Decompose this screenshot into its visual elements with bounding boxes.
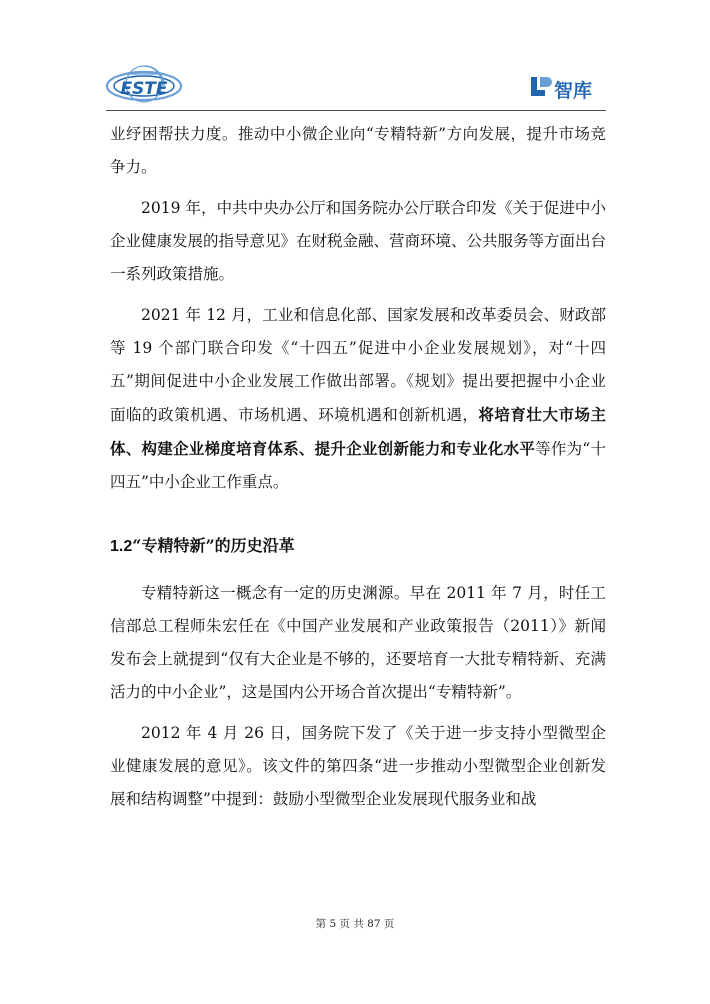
page-footer: 第 5 页 共 87 页: [315, 918, 395, 930]
section-number: 1.2: [110, 538, 133, 555]
paragraph-4: 专精特新这一概念有一定的历史渊源。早在 2011 年 7 月，时任工信部总工程师朱宏任在《中国产业发展和产业政策报告（2011）》新闻发布会上就提到“仅有大企业是不够的，还要培育一大批专精特新、充满活力的中小企业”，这是国内公开场合首次提出“专精特新”。: [110, 584, 606, 701]
paragraph-3: [110, 299, 606, 499]
paragraph-3-bold: 将培育壮大市场主体、构建企业梯度培育体系、提升企业创新能力和专业化水平: [110, 405, 606, 458]
este-logo-icon: [104, 62, 184, 106]
este-logo: [104, 62, 184, 106]
paragraph-5: 2012 年 4 月 26 日，国务院下发了《关于进一步支持小型微型企业健康发展的意见》。该文件的第四条“进一步推动小型微型企业创新发展和结构调整”中提到：鼓励小型微型企业发展现代服务业和战: [110, 724, 606, 808]
zhiku-logo-icon: [530, 74, 552, 98]
section-title: “专精特新”的历史沿革: [132, 536, 295, 555]
zhiku-logo-text: 智库: [554, 80, 593, 102]
document-body: [110, 118, 606, 816]
section-heading: [110, 532, 606, 561]
page-header: [0, 0, 710, 112]
paragraph-3-text: 2021 年 12 月，工业和信息化部、国家发展和改革委员会、财政部等 19 个部门联合印发《“十四五”促进中小企业发展规划》，对“十四五”期间促进中小企业发展工作做出部署。《规划》提出要把握中小企业面临的政策机遇、市场机遇、环境机遇和创新机遇，: [110, 306, 606, 424]
zhiku-logo: [530, 74, 610, 102]
paragraph-3-tail: 等作为“十四五”中小企业工作重点。: [110, 440, 606, 491]
paragraph-1: 业纾困帮扶力度。推动中小微企业向“专精特新”方向发展，提升市场竞争力。: [110, 125, 606, 176]
svg-text:ESTE: ESTE: [120, 79, 168, 99]
header-divider: [106, 110, 606, 111]
paragraph-2: 2019 年，中共中央办公厅和国务院办公厅联合印发《关于促进中小企业健康发展的指导意见》在财税金融、营商环境、公共服务等方面出台一系列政策措施。: [110, 199, 607, 283]
